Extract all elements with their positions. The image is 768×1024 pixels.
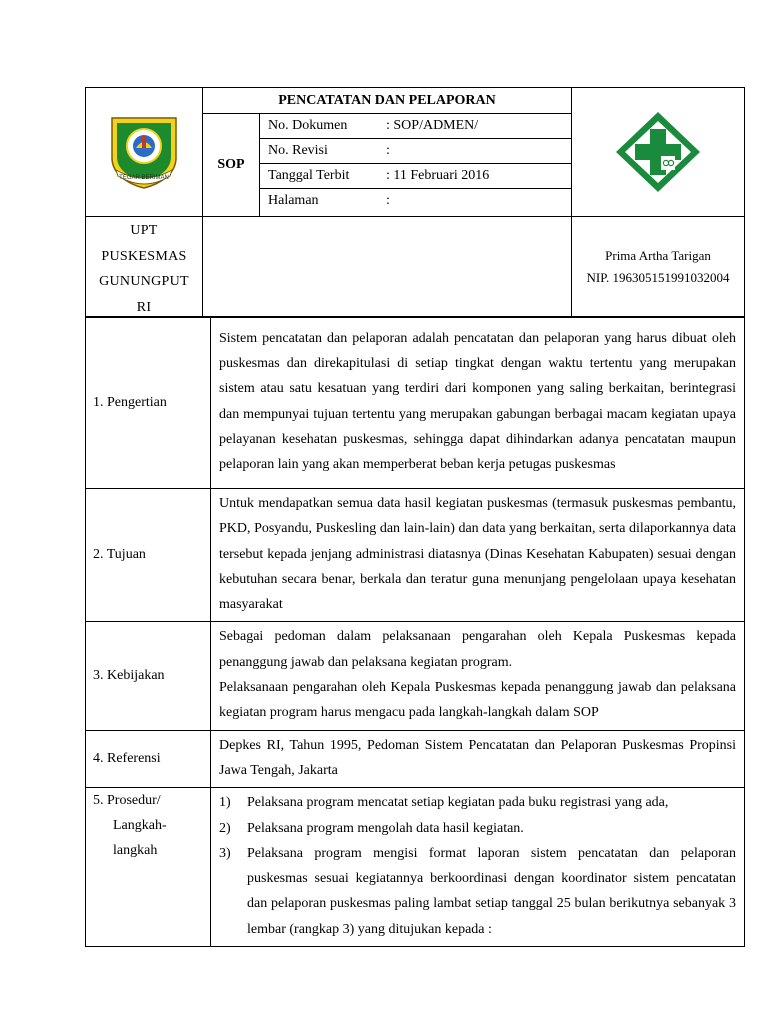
doc-field-number: No. Dokumen : SOP/ADMEN/: [259, 113, 572, 139]
svg-text:TEGAR BERIMAN: TEGAR BERIMAN: [119, 175, 169, 181]
signatory-nip: NIP. 196305151991032004: [586, 270, 730, 285]
table-row: [86, 622, 745, 730]
signatory: [571, 216, 745, 318]
section-text-prosedur: [211, 788, 745, 947]
section-text-kebijakan: [211, 622, 745, 730]
table-row: [86, 317, 745, 489]
procedure-steps: [219, 790, 736, 942]
section-label-prosedur: 5. Prosedur/ Langkah- langkah: [86, 788, 211, 947]
list-item: 1) Pelaksana program mencatat setiap kegiatan pada buku registrasi yang ada,: [219, 795, 669, 811]
table-row: [86, 730, 745, 788]
regency-emblem-icon: [108, 114, 180, 190]
doc-field-issue-date: Tanggal Terbit : 11 Februari 2016: [259, 163, 572, 189]
list-item: 3) Pelaksana program mengisi format laporan sistem pencatatan dan pelaporan puskesmas sesuai kegiatannya berkoordinasi dengan koordinator sistem pencatatan dan pelaporan puskesmas paling lambat setiap tanggal 25 bulan berikutnya sebanyak 3 lembar (rangkap 3) yang ditujukan kepada :: [219, 845, 736, 937]
puskesmas-cross-icon: [613, 109, 703, 195]
puskesmas-logo-cell: [571, 87, 745, 217]
document-title: PENCATATAN DAN PELAPORAN: [202, 87, 572, 114]
section-text-pengertian: Sistem pencatatan dan pelaporan adalah pencatatan dan pelaporan yang harus dibuat oleh puskesmas dan direkapitulasi di setiap tingkat dengan waktu tertentu yang merupakan sistem atau satu kesatuan yang terdiri dari komponen yang saling berkaitan, berintegrasi dan mempunyai tujuan tertentu yang merupakan gabungan berbagai macam kegiatan upaya pelayanan kesehatan puskesmas, sehingga dapat dihindarkan adanya pencatatan maupun pelaporan lain yang akan memperberat beban kerja petugas puskesmas: [211, 317, 745, 489]
table-row: [86, 788, 745, 947]
kebijakan-paragraph-1: Sebagai pedoman dalam pelaksanaan pengarahan oleh Kepala Puskesmas kepada penanggung jawab dan pelaksana kegiatan program.: [219, 629, 736, 670]
section-text-tujuan: Untuk mendapatkan semua data hasil kegiatan puskesmas (termasuk puskesmas pembantu, PKD, Posyandu, Puskesling dan lain-lain) dan data yang berkaitan, serta dilaporkannya data tersebut kepada jenjang administrasi diatasnya (Dinas Kesehatan Kabupaten) sesuai dengan kebutuhan secara benar, berkala dan teratur guna menunjang pengelolaan upaya kesehatan masyarakat: [211, 489, 745, 622]
blank-cell: [202, 216, 572, 318]
sop-header: [85, 87, 745, 317]
signatory-name: Prima Artha Tarigan: [605, 248, 711, 263]
section-label-pengertian: 1. Pengertian: [86, 317, 211, 489]
section-label-kebijakan: 3. Kebijakan: [86, 622, 211, 730]
section-label-tujuan: 2. Tujuan: [86, 489, 211, 622]
unit-name: UPT PUSKESMAS GUNUNGPUT RI: [85, 216, 203, 318]
regency-logo-cell: [85, 87, 203, 217]
doc-field-page: Halaman :: [259, 188, 572, 217]
section-label-referensi: 4. Referensi: [86, 730, 211, 788]
sop-label: SOP: [202, 113, 260, 217]
kebijakan-paragraph-2: Pelaksanaan pengarahan oleh Kepala Puskesmas kepada penanggung jawab dan pelaksana kegiatan program harus mengacu pada langkah-langkah dalam SOP: [219, 680, 736, 721]
table-row: [86, 489, 745, 622]
section-text-referensi: Depkes RI, Tahun 1995, Pedoman Sistem Pencatatan dan Pelaporan Puskesmas Propinsi Jawa Tengah, Jakarta: [211, 730, 745, 788]
sop-content-table: [85, 316, 745, 947]
list-item: 2) Pelaksana program mengolah data hasil kegiatan.: [219, 820, 524, 836]
doc-field-revision: No. Revisi :: [259, 138, 572, 164]
